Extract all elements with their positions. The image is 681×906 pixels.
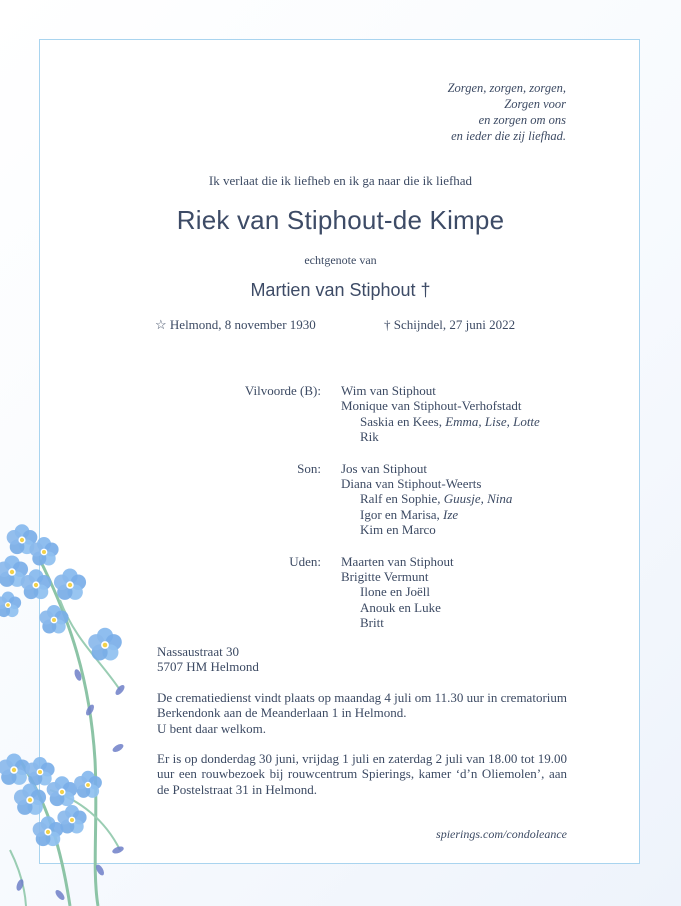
grandchild-names: Rik: [360, 429, 379, 445]
deceased-name: Riek van Stiphout-de Kimpe: [176, 205, 505, 235]
family-member: Brigitte Vermunt: [341, 569, 429, 585]
poem-line: Zorgen voor: [504, 97, 566, 111]
family-list: [0, 383, 681, 647]
spouse-label: echtgenote van: [304, 253, 377, 267]
greatgrandchild-names: Guusje, Nina: [443, 491, 513, 507]
condolence-link[interactable]: spierings.com/condoleance: [436, 827, 567, 841]
farewell-quote: Ik verlaat die ik liefheb en ik ga naar die ik liefhad: [208, 173, 473, 188]
grandchild-line: [341, 615, 681, 630]
family-group: [0, 383, 681, 445]
family-group: [0, 554, 681, 631]
grandchild-line: [341, 522, 681, 537]
service-info: [157, 690, 567, 736]
family-member: Wim van Stiphout: [341, 383, 436, 398]
welcome-text: U bent daar welkom.: [157, 720, 267, 736]
service-text: De crematiedienst vindt plaats op maandag 4 juli om 11.30 uur in crematorium Berkendonk aan de Meanderlaan 1 in Helmond.: [157, 690, 567, 721]
birth-info: ☆ Helmond, 8 november 1930: [155, 317, 316, 332]
grandchild-names: Kim en Marco: [360, 522, 436, 538]
family-member: Monique van Stiphout-Verhofstadt: [341, 398, 522, 414]
poem-line: en ieder die zij liefhad.: [451, 129, 566, 143]
family-place: Uden:: [289, 553, 321, 569]
greatgrandchild-names: Emma, Lise, Lotte: [445, 413, 540, 429]
grandchild-line: [341, 507, 681, 522]
family-member: Jos van Stiphout: [341, 460, 427, 476]
grandchild-names: Saskia en Kees,: [360, 413, 442, 429]
grandchild-line: [341, 491, 681, 506]
poem: [448, 80, 566, 144]
home-address: [157, 644, 259, 675]
family-group: [0, 461, 681, 538]
family-place: Vilvoorde (B):: [244, 383, 321, 398]
family-members: [341, 383, 681, 445]
poem-line: Zorgen, zorgen, zorgen,: [447, 81, 566, 95]
death-info: † Schijndel, 27 juni 2022: [384, 317, 516, 332]
poem-line: en zorgen om ons: [478, 113, 566, 127]
grandchild-names: Ilone en Joëll: [360, 584, 431, 600]
family-member: Maarten van Stiphout: [341, 553, 454, 569]
grandchild-line: [341, 584, 681, 599]
family-member: Diana van Stiphout-Weerts: [341, 476, 482, 492]
grandchild-line: [341, 414, 681, 429]
grandchild-names: Ralf en Sophie,: [360, 491, 441, 507]
visit-text: Er is op donderdag 30 juni, vrijdag 1 juli en zaterdag 2 juli van 18.00 tot 19.00 uur een rouwbezoek bij rouwcentrum Spierings, kamer ‘d’n Oliemolen’, aan de Postelstraat 31 in Helmond.: [157, 751, 567, 797]
grandchild-names: Igor en Marisa,: [360, 506, 440, 522]
family-members: [341, 554, 681, 631]
spouse-name: Martien van Stiphout †: [250, 280, 431, 300]
grandchild-names: Britt: [360, 615, 384, 631]
grandchild-line: [341, 429, 681, 444]
greatgrandchild-names: Ize: [443, 506, 459, 522]
family-members: [341, 461, 681, 538]
address-city: 5707 HM Helmond: [157, 659, 259, 675]
family-place: Son:: [297, 460, 321, 476]
grandchild-names: Anouk en Luke: [360, 599, 441, 615]
grandchild-line: [341, 600, 681, 615]
address-street: Nassaustraat 30: [157, 644, 239, 659]
